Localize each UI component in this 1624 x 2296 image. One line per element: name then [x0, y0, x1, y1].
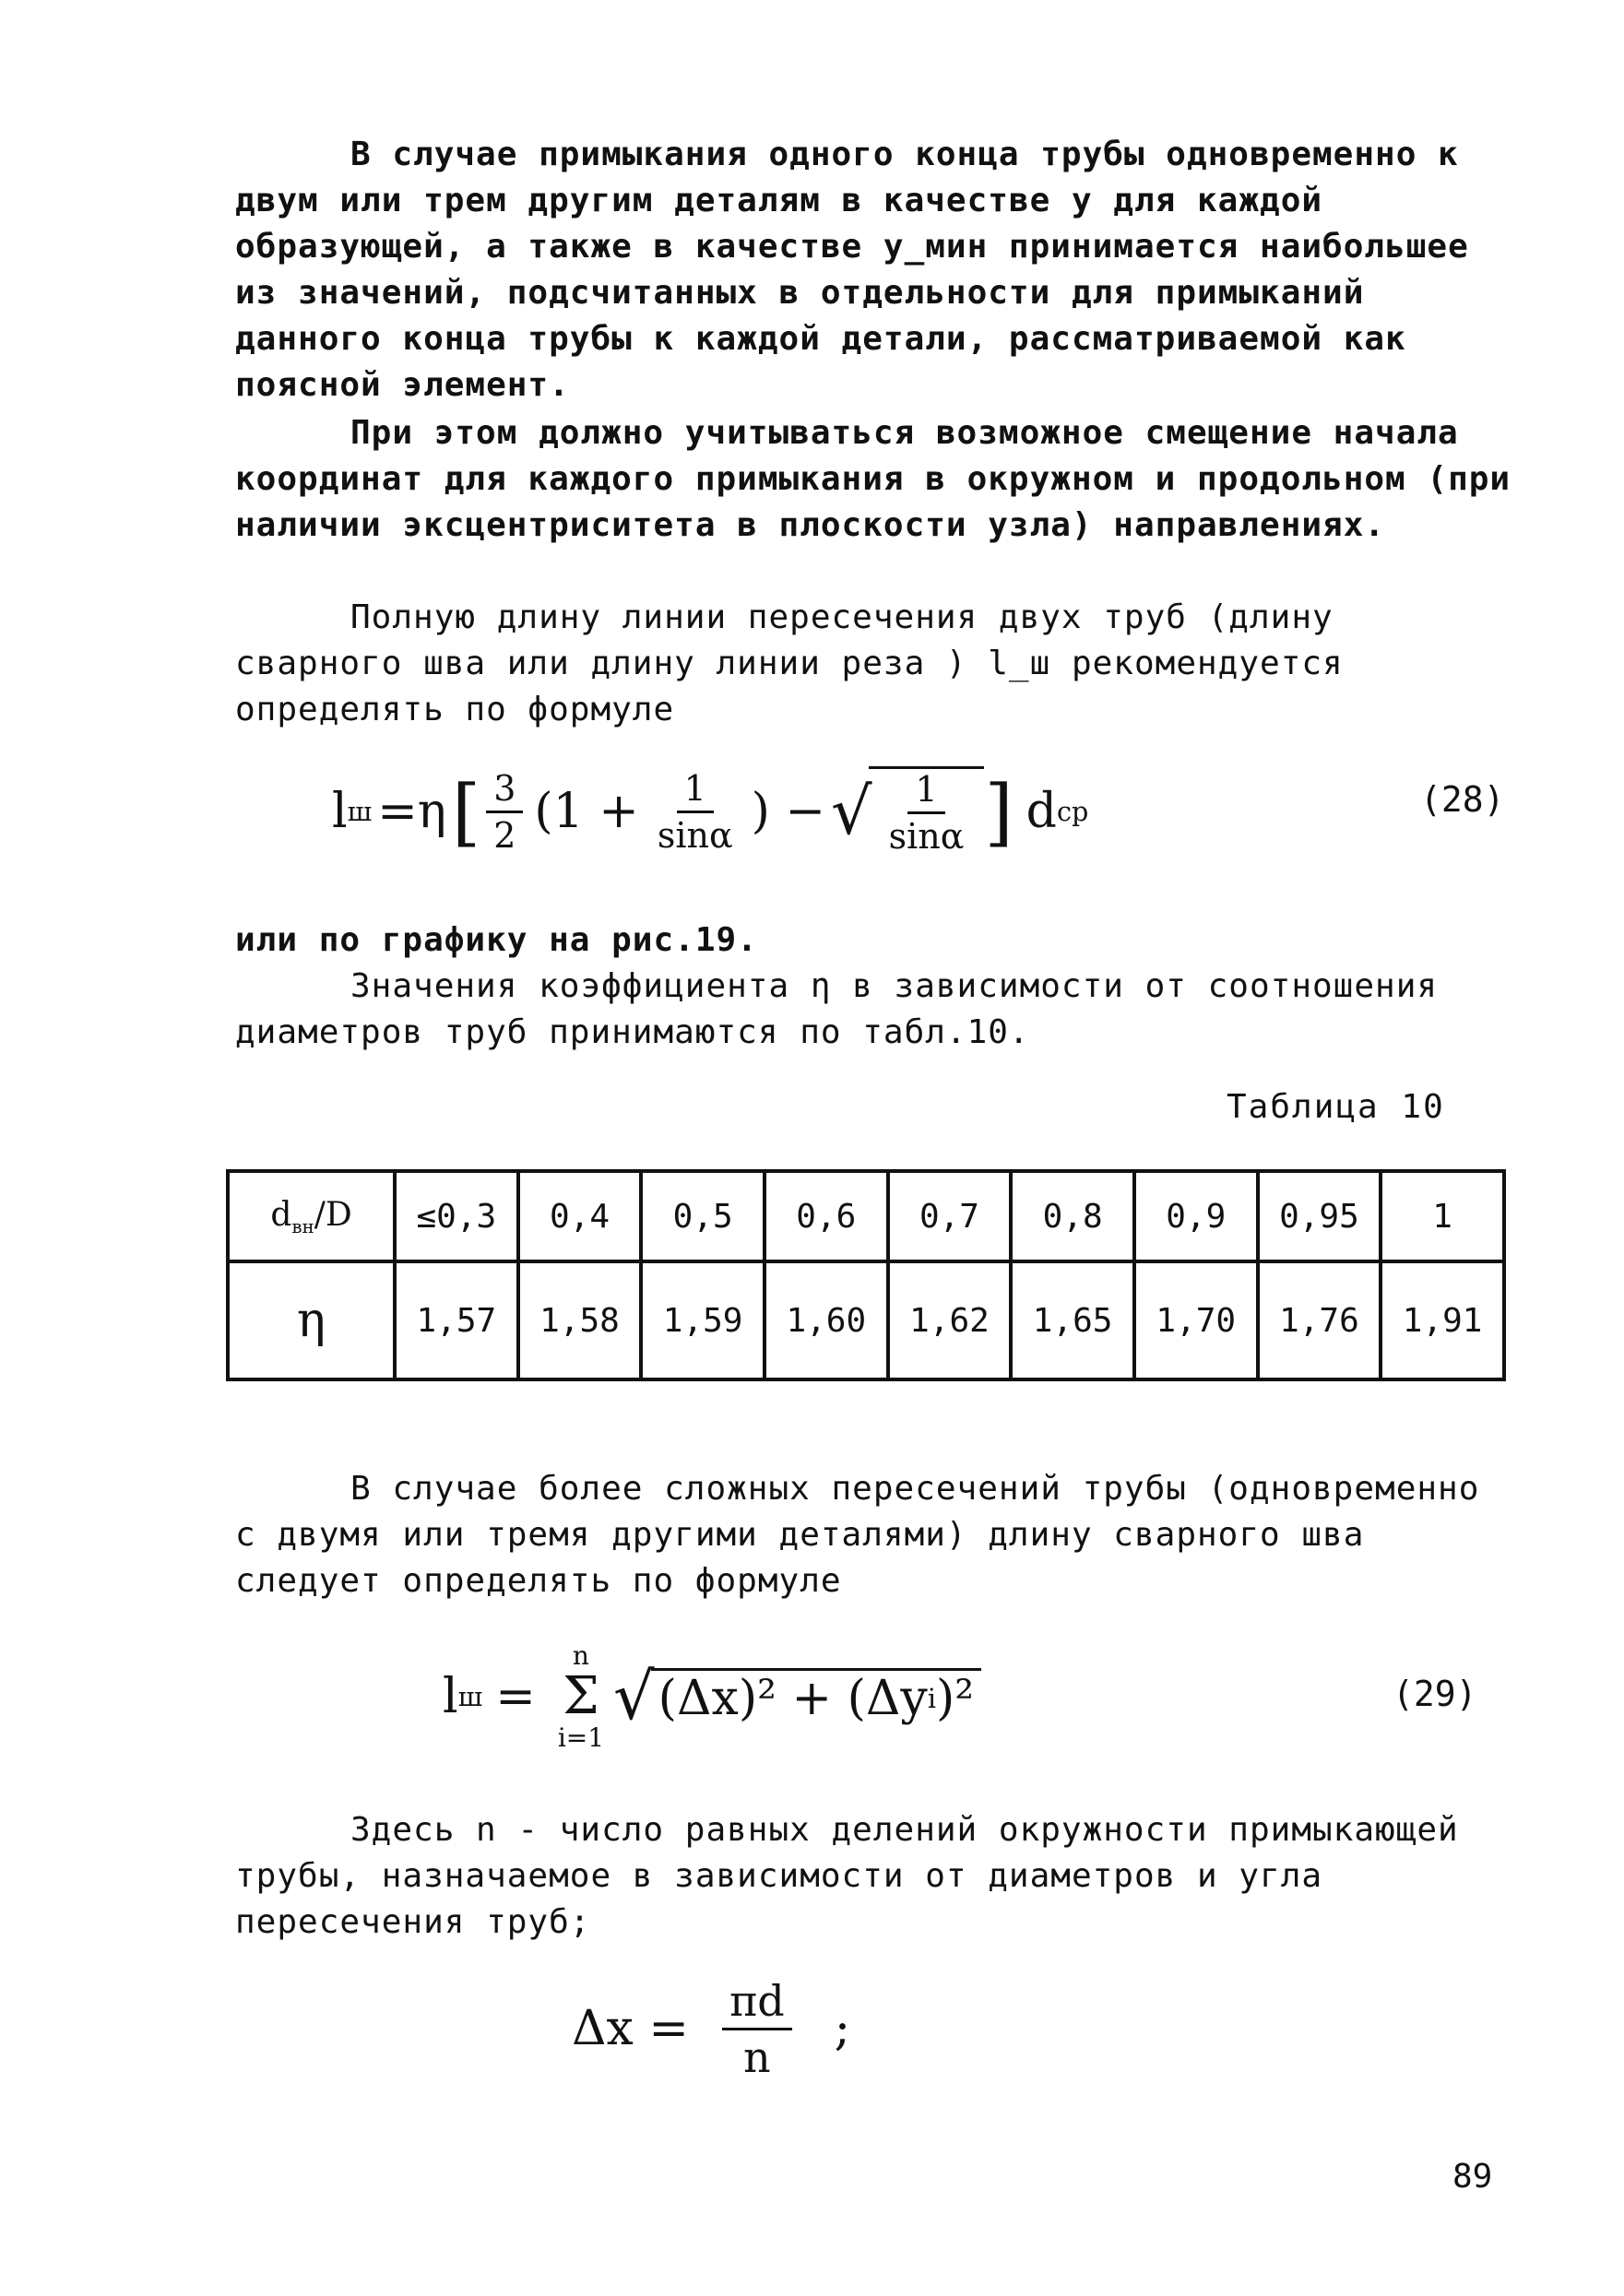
paragraph-5: Значения коэффициента η в зависимости от соотношения диаметров труб принимаются по табл.10. [235, 967, 1439, 1051]
table-cell: 1,70 [1134, 1261, 1258, 1379]
paragraph-1: В случае примыкания одного конца трубы одновременно к двум или трем другим деталям в качестве y для каждой образующей, а также в качестве y_мин принимается наибольшее из значений, подсчитанных в отдельности для примыканий данного конца трубы к каждой детали, рассматриваемой как поясной элемент. [235, 136, 1469, 404]
table-header-row [228, 1171, 1504, 1261]
table-value-row [228, 1261, 1504, 1379]
table-cell: 0,95 [1258, 1171, 1381, 1261]
equation-number-28: (28) [1420, 779, 1505, 820]
table-cell: 0,7 [888, 1171, 1012, 1261]
table-cell: 0,4 [518, 1171, 642, 1261]
equation-number-29: (29) [1393, 1674, 1477, 1714]
table-cell: 1,76 [1258, 1261, 1381, 1379]
table-cell: 0,6 [765, 1171, 888, 1261]
paragraph-3: Полную длину линии пересечения двух труб (длину сварного шва или длину линии реза ) l_ш рекомендуется определять по формуле [235, 598, 1344, 728]
formula-28: l ш =η [ $\frac{3}{2}$ (1 + $\frac{1}{\sin\alpha}$ ) − √ $\frac{1}{\sin\alpha}$ ] d ср [332, 767, 1089, 857]
paragraph-2: При этом должно учитываться возможное смещение начала координат для каждого примыкания в окружном и продольном (при наличии эксцентриситета в плоскости узла) направлениях. [235, 414, 1511, 544]
table-cell: 1,58 [518, 1261, 642, 1379]
table-row-label: η [228, 1261, 395, 1379]
table-cell: 1,91 [1381, 1261, 1504, 1379]
table-cell: 1,60 [765, 1261, 888, 1379]
page-number: 89 [1452, 2158, 1493, 2195]
table-cell: 1,65 [1011, 1261, 1134, 1379]
table-cell: 1 [1381, 1171, 1504, 1261]
coefficient-table [226, 1169, 1506, 1381]
paragraph-4: или по графику на рис.19. [235, 921, 758, 959]
table-cell: 1,59 [641, 1261, 765, 1379]
table-cell: 1,62 [888, 1261, 1012, 1379]
paragraph-6: В случае более сложных пересечений трубы (одновременно с двумя или тремя другими деталями) длину сварного шва следует определять по формуле [235, 1470, 1480, 1600]
table-cell: 0,9 [1134, 1171, 1258, 1261]
formula-29: l ш = n Σ i=1 √ (Δx)² + (Δy i )² [443, 1627, 981, 1766]
table-cell: 0,5 [641, 1171, 765, 1261]
table-cell: 0,8 [1011, 1171, 1134, 1261]
table-header-label: $d_{вн}/D$ [228, 1171, 395, 1261]
table-cell: 1,57 [395, 1261, 518, 1379]
table-cell: ≤0,3 [395, 1171, 518, 1261]
paragraph-7: Здесь n - число равных делений окружности примыкающей трубы, назначаемое в зависимости от диаметров и угла пересечения труб; [235, 1811, 1459, 1941]
formula-delta-x: Δx = $\frac{\pi d}{n}$ ; [572, 1975, 851, 2082]
table-caption: Таблица 10 [1227, 1088, 1445, 1126]
